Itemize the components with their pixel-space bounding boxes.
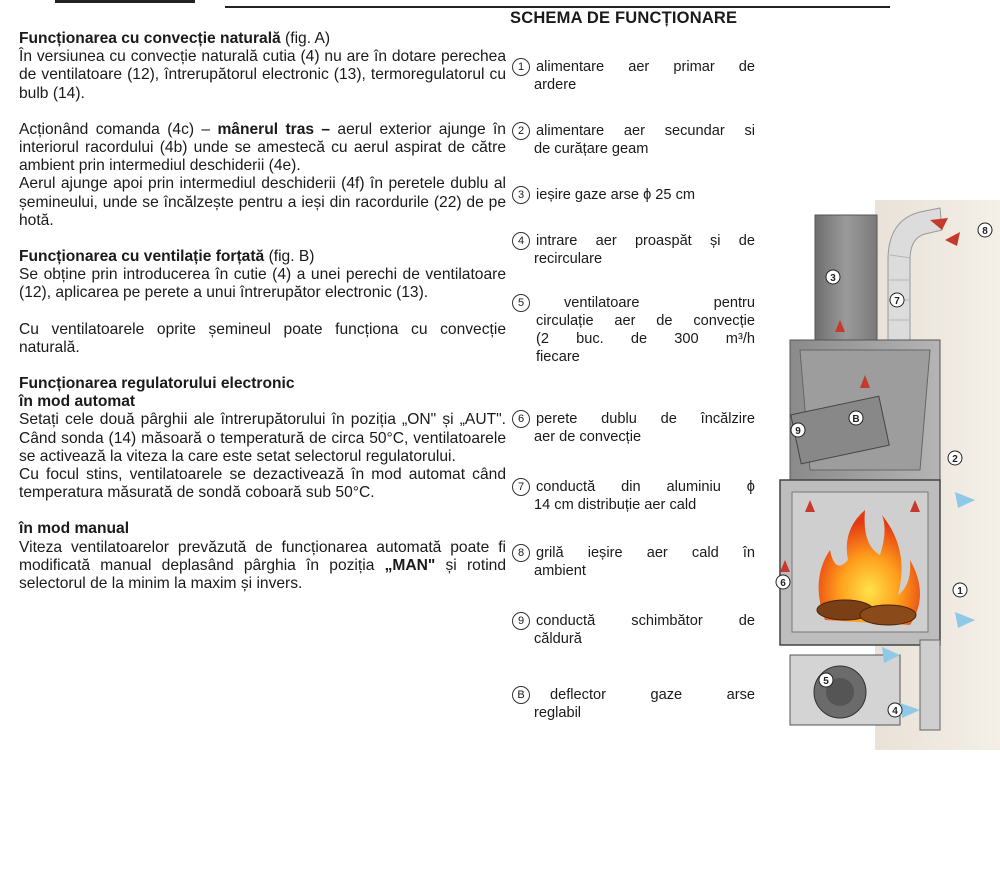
- paragraph: Setați cele două pârghii ale întrerupătorului în poziția „ON" și „AUT". Când sonda (14) măsoară o temperatură de circa 50°C, ventilatoarele se activează la viteza la care este setat selectorul regulatorului.: [19, 411, 506, 465]
- legend-item-2: 2 alimentare aer secundar si de curățare geam: [512, 122, 755, 158]
- legend-item-7: 7 conductă din aluminiu ϕ 14 cm distribuție aer cald: [512, 478, 755, 514]
- paragraph: Aerul ajunge apoi prin intermediul deschiderii (4f) în peretele dublu al șemineului, unde se încălzește pentru a ieși din racordurile (22) de pe hotă.: [19, 175, 506, 229]
- marker-4: 4: [892, 706, 898, 717]
- chimney-flue: [815, 215, 877, 360]
- legend-number-badge: 7: [512, 478, 530, 496]
- legend-number-badge: B: [512, 686, 530, 704]
- side-panel: [920, 640, 940, 730]
- paragraph: Se obține prin introducerea în cutie (4) a unei perechi de ventilatoare (12), aplicarea pe perete a unui întrerupător electronic (13).: [19, 266, 506, 302]
- legend-item-4: 4 intrare aer proaspăt și de recirculare: [512, 232, 755, 268]
- legend-number-badge: 8: [512, 544, 530, 562]
- paragraph: În versiunea cu convecție naturală cutia (4) nu are în dotare perechea de ventilatoare (12), întrerupătorul electronic (13), termoregulatorul cu bulb (14).: [19, 48, 506, 102]
- description-column: [19, 30, 506, 593]
- header-rule-left: [55, 0, 195, 3]
- marker-B: B: [852, 414, 860, 425]
- legend-number-badge: 6: [512, 410, 530, 428]
- marker-7: 7: [894, 296, 900, 307]
- legend-item-5: 5 ventilatoare pentru circulație aer de convecție (2 buc. de 300 m³/h fiecare: [512, 294, 755, 366]
- legend-item-1: 1 alimentare aer primar de ardere: [512, 58, 755, 94]
- legend-number-badge: 1: [512, 58, 530, 76]
- legend-item-9: 9 conductă schimbător de căldură: [512, 612, 755, 648]
- marker-6: 6: [780, 578, 786, 589]
- marker-3: 3: [830, 273, 836, 284]
- paragraph: Acționând comanda (4c) – mânerul tras – aerul exterior ajunge în interiorul racordului (4b) unde se amestecă cu aerul aspirat de către ambient prin intermediul deschiderii (4e).: [19, 120, 506, 175]
- legend-item-3: 3 ieșire gaze arse ϕ 25 cm: [512, 186, 755, 204]
- log: [860, 605, 916, 625]
- legend-number-badge: 4: [512, 232, 530, 250]
- paragraph: Cu focul stins, ventilatoarele se dezactivează în mod automat când temperatura măsurată de sondă coboară sub 50°C.: [19, 466, 506, 502]
- subsection-automatic: în mod automat: [19, 393, 136, 411]
- legend-number-badge: 9: [512, 612, 530, 630]
- legend-number-badge: 2: [512, 122, 530, 140]
- legend-item-6: 6 perete dublu de încălzire aer de convecție: [512, 410, 755, 446]
- legend-number-badge: 3: [512, 186, 530, 204]
- legend-item-B: B deflector gaze arse reglabil: [512, 686, 755, 722]
- section-title-forced-ventilation: Funcționarea cu ventilație forțată (fig. B): [19, 248, 315, 266]
- paragraph: Viteza ventilatoarelor prevăzută de funcționarea automată poate fi modificată manual deplasând pârghia în poziția „MAN" și rotind selectorul de la minim la maxim și invers.: [19, 538, 506, 593]
- subsection-manual: în mod manual: [19, 520, 130, 538]
- section-title-natural-convection: Funcționarea cu convecție naturală (fig. A): [19, 30, 331, 47]
- marker-5: 5: [823, 676, 829, 687]
- legend-item-8: 8 grilă ieșire aer cald în ambient: [512, 544, 755, 580]
- marker-1: 1: [957, 586, 963, 597]
- schema-title: SCHEMA DE FUNCȚIONARE: [510, 9, 738, 27]
- fireplace-diagram: [770, 200, 1000, 750]
- marker-9: 9: [795, 426, 801, 437]
- marker-8: 8: [982, 226, 988, 237]
- marker-2: 2: [952, 454, 958, 465]
- section-title-electronic-regulator: Funcționarea regulatorului electronic: [19, 375, 295, 393]
- header-rule: [225, 6, 890, 8]
- paragraph: Cu ventilatoarele oprite șemineul poate funcționa cu convecție naturală.: [19, 320, 506, 356]
- legend-number-badge: 5: [512, 294, 530, 312]
